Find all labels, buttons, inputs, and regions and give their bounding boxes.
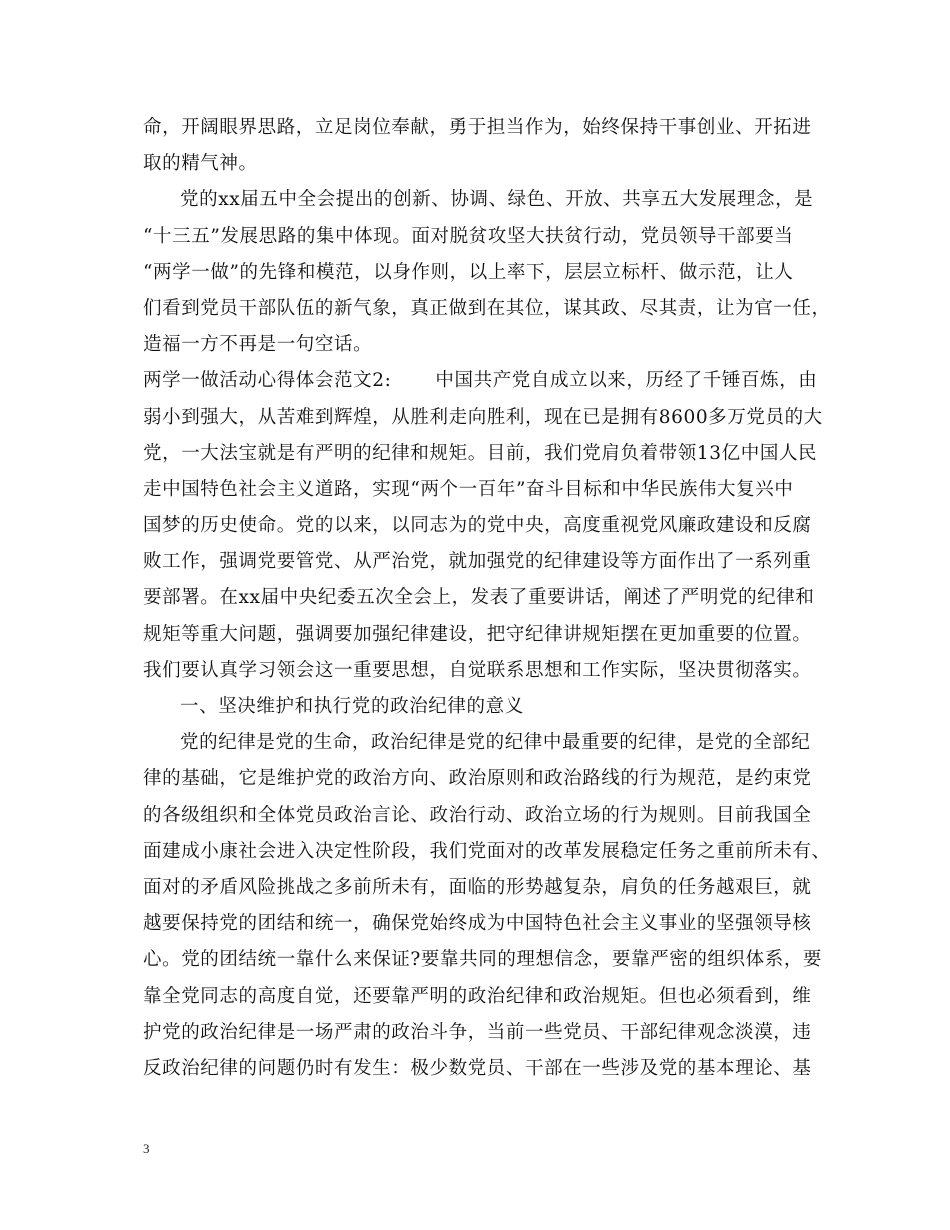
body-text (143, 110, 831, 1087)
essay-title: 两学一做活动心得体会范文2: (143, 370, 392, 392)
text-line: “十三五”发展思路的集中体现。面对脱贫攻坚大扶贫行动，党员领导干部要当 (143, 225, 794, 247)
text-line: 律的基础，它是维护党的政治方向、政治原则和政治路线的行为规范，是约束党 (143, 768, 812, 790)
text-line: 取的精气神。 (143, 153, 258, 175)
text-line: 反政治纪律的问题仍时有发生：极少数党员、干部在一些涉及党的基本理论、基 (143, 1057, 812, 1079)
essay-first-sentence: 中国共产党自成立以来，历经了千锤百炼，由 (435, 370, 818, 392)
text-line: 面建成小康社会进入决定性阶段，我们党面对的改革发展稳定任务之重前所未有、 (143, 840, 831, 862)
text-line: 心。党的团结统一靠什么来保证?要靠共同的理想信念，要靠严密的组织体系，要 (143, 949, 823, 971)
text-line: 要部署。在xx届中央纪委五次全会上，发表了重要讲话，阐述了严明党的纪律和 (143, 587, 815, 609)
text-line: 党，一大法宝就是有严明的纪律和规矩。目前，我们党肩负着带领13亿中国人民 (143, 442, 818, 464)
text-line: 命，开阔眼界思路，立足岗位奉献，勇于担当作为，始终保持干事创业、开拓进 (143, 117, 812, 138)
text-line: 国梦的历史使命。党的以来，以同志为的党中央，高度重视党风廉政建设和反腐 (143, 515, 812, 537)
page-number: 3 (143, 1141, 150, 1156)
text-line: 越要保持党的团结和统一，确保党始终成为中国特色社会主义事业的坚强领导核 (143, 913, 812, 935)
paragraph-start-line: 党的xx届五中全会提出的创新、协调、绿色、开放、共享五大发展理念，是 (180, 189, 814, 211)
text-line: 造福一方不再是一句空话。 (143, 334, 373, 356)
text-line: 弱小到强大，从苦难到辉煌，从胜利走向胜利，现在已是拥有8600多万党员的大 (143, 406, 823, 428)
text-line: 们看到党员干部队伍的新气象，真正做到在其位，谋其政、尽其责，让为官一任， (143, 297, 831, 319)
text-line: 败工作，强调党要管党、从严治党，就加强党的纪律建设等方面作出了一系列重 (143, 551, 812, 573)
text-line: 的各级组织和全体党员政治言论、政治行动、政治立场的行为规则。目前我国全 (143, 804, 812, 826)
text-line: 我们要认真学习领会这一重要思想，自觉联系思想和工作实际，坚决贯彻落实。 (143, 659, 812, 681)
paragraph-start-line: 党的纪律是党的生命，政治纪律是党的纪律中最重要的纪律，是党的全部纪 (180, 732, 811, 754)
text-line: 靠全党同志的高度自觉，还要靠严明的政治纪律和政治规矩。但也必须看到，维 (143, 985, 812, 1007)
section-heading: 一、坚决维护和执行党的政治纪律的意义 (180, 696, 524, 717)
text-line: 护党的政治纪律是一场严肃的政治斗争，当前一些党员、干部纪律观念淡漠，违 (143, 1021, 812, 1043)
text-line: 面对的矛盾风险挑战之多前所未有，面临的形势越复杂，肩负的任务越艰巨，就 (143, 876, 812, 898)
text-line: “两学一做”的先锋和模范，以身作则，以上率下，层层立标杆、做示范，让人 (143, 261, 794, 283)
text-line: 规矩等重大问题，强调要加强纪律建设，把守纪律讲规矩摆在更加重要的位置。 (143, 623, 812, 645)
text-line: 走中国特色社会主义道路，实现“两个一百年”奋斗目标和中华民族伟大复兴中 (143, 478, 794, 500)
essay-title-line (143, 363, 823, 399)
